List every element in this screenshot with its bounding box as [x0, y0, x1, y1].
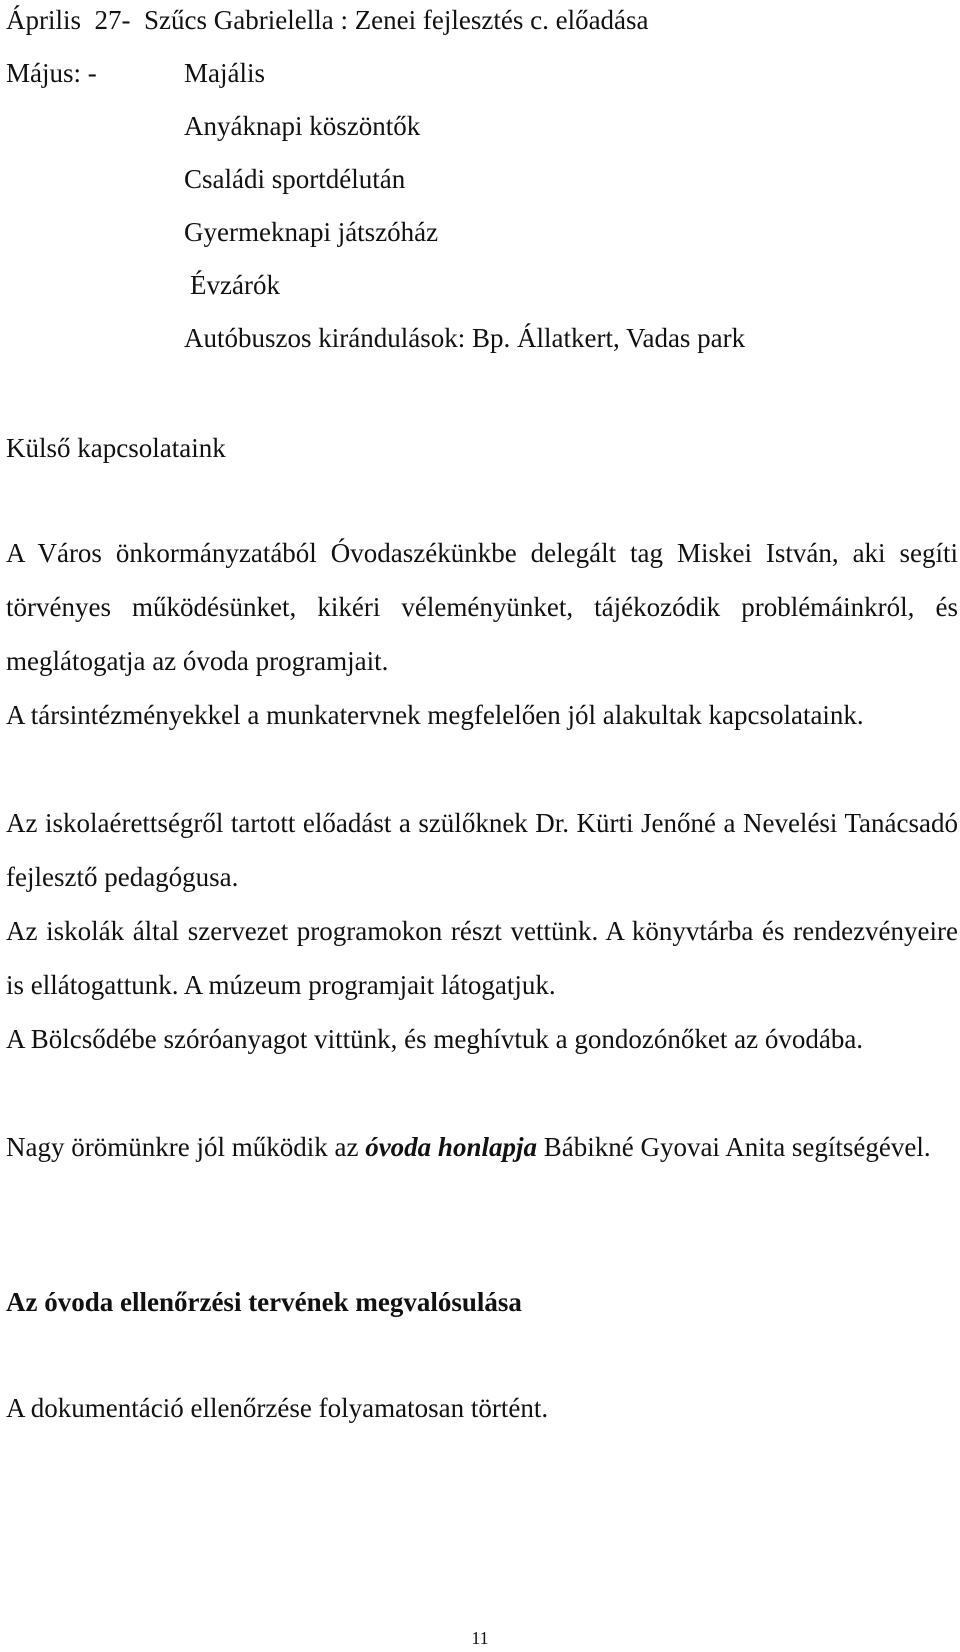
may-item-6: Autóbuszos kirándulások: Bp. Állatkert, Vadas park — [184, 323, 746, 353]
april-text: Szűcs Gabrielella : Zenei fejlesztés c. előadása — [144, 5, 649, 35]
may-item-3: Családi sportdélután — [184, 164, 406, 194]
section-heading-external: Külső kapcsolataink — [6, 433, 226, 463]
external-paragraph-2: A társintézményekkel a munkatervnek megfelelően jól alakultak kapcsolataink. — [6, 700, 864, 730]
external-paragraph-5: A Bölcsődébe szóróanyagot vittünk, és meghívtuk a gondozónőket az óvodába. — [6, 1024, 864, 1054]
may-item-2: Anyáknapi köszöntők — [184, 111, 421, 141]
may-item-1: Majális — [184, 58, 265, 88]
external-paragraph-1: A Város önkormányzatából Óvodaszékünkbe delegált tag Miskei István, aki segíti törvényes működésünket, kikéri véleményünket, tájékozódik problémáinkról, és meglátogatja az óvoda programjait. — [6, 538, 958, 676]
april-entry — [6, 4, 649, 36]
may-item-5: Évzárók — [190, 270, 280, 300]
homepage-emphasis: óvoda honlapja — [365, 1132, 537, 1162]
april-label: Április — [6, 5, 82, 35]
page-number: 11 — [471, 1628, 489, 1648]
external-paragraph-4: Az iskolák által szervezet programokon részt vettünk. A könyvtárba és rendezvényeire is ellátogattunk. A múzeum programjait látogatjuk. — [6, 916, 958, 1000]
may-label: Május: - — [6, 58, 97, 88]
may-item-4: Gyermeknapi játszóház — [184, 217, 439, 247]
inspection-paragraph-1: A dokumentáció ellenőrzése folyamatosan történt. — [6, 1393, 549, 1423]
paragraph-6-start: Nagy örömünkre jól működik az — [6, 1132, 366, 1162]
april-day: 27- — [94, 5, 131, 35]
external-paragraph-6 — [6, 1120, 958, 1174]
section-heading-inspection: Az óvoda ellenőrzési tervének megvalósulása — [6, 1287, 522, 1317]
external-paragraph-3: Az iskolaérettségről tartott előadást a szülőknek Dr. Kürti Jenőné a Nevelési Tanácsadó fejlesztő pedagógusa. — [6, 808, 958, 892]
paragraph-6-end: Bábikné Gyovai Anita segítségével. — [536, 1132, 931, 1162]
